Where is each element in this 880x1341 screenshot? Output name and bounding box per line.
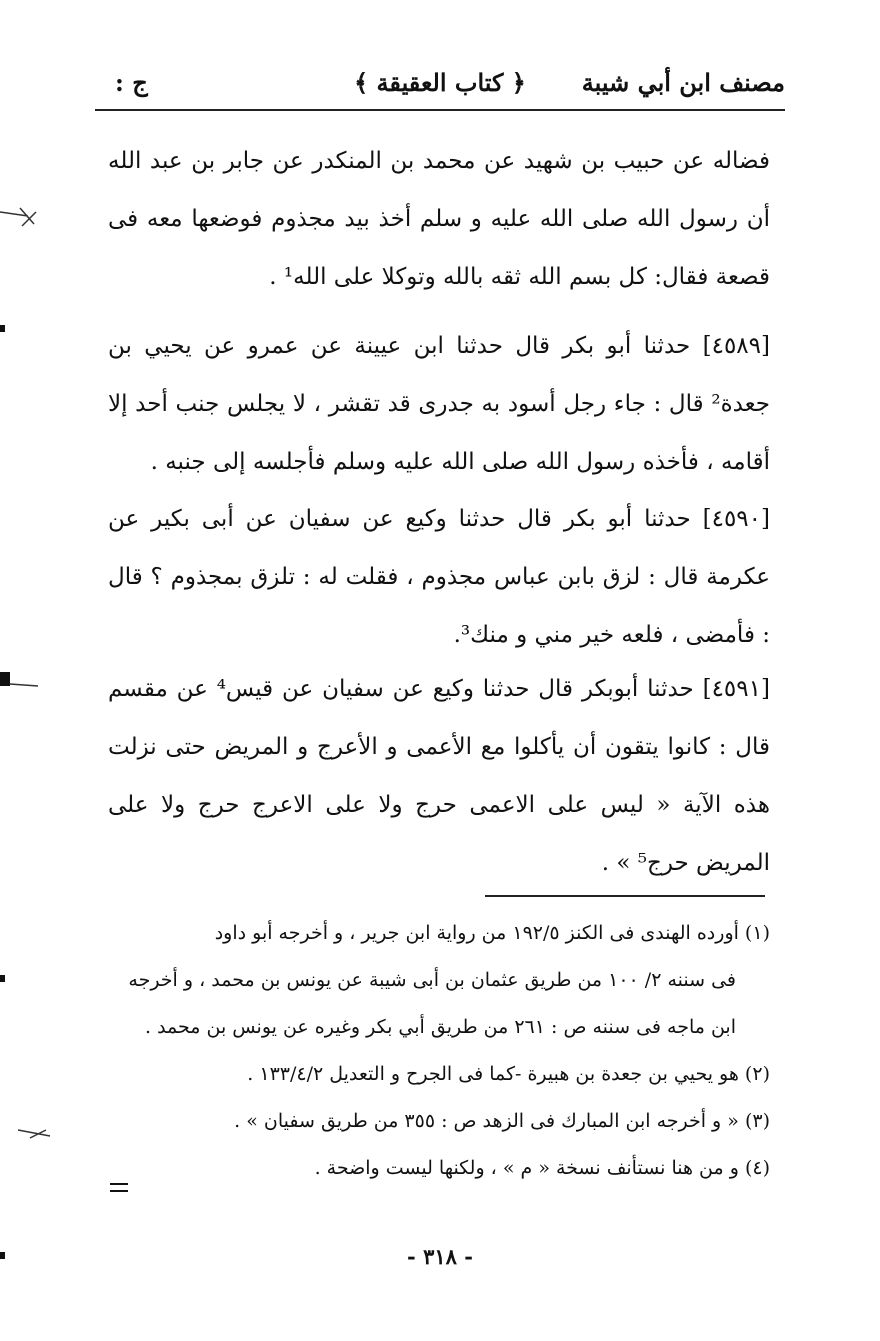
section-title: ﴿ كتاب العقيقة ﴾ — [354, 68, 526, 97]
footnote-1-continuation: فى سننه ٢/ ١٠٠ من طريق عثمان بن أبى شيبة عن يونس بن محمد ، و أخرجه — [128, 969, 736, 991]
hadith-block-4589 — [108, 317, 770, 491]
footnote-2: (٢) هو يحيي بن جعدة بن هبيرة -كما فى الجرح و التعديل ١٣٣/٤/٢ . — [247, 1063, 770, 1085]
footnote-separator — [485, 895, 765, 897]
paragraph: [٤٥٩٠] حدثنا أبو بكر قال حدثنا وكيع عن سفيان عن أبى بكير عن عكرمة قال : لزق بابن عباس مجذوم ، فقلت له : تلزق بمجذوم ؟ قال : فأمضى ، فلعه خير مني و منك³. — [108, 506, 770, 648]
margin-scratch-mark — [0, 208, 36, 226]
paragraph: [٤٥٨٩] حدثنا أبو بكر قال حدثنا ابن عيينة عن عمرو عن يحيي بن جعدة² قال : جاء رجل أسود به جدرى قد تقشر ، لا يجلس جنب أحد إلا أقامه ، فأخذه رسول الله صلى الله عليه وسلم فأجلسه إلى جنبه . — [108, 333, 770, 475]
paragraph: فضاله عن حبيب بن شهيد عن محمد بن المنكدر عن جابر بن عبد الله أن رسول الله صلى الله عليه و سلم أخذ بيد مجذوم فوضعها معه فى قصعة فقال: كل بسم الله ثقه بالله وتوكلا على الله¹ . — [108, 148, 770, 290]
paragraph: [٤٥٩١] حدثنا أبوبكر قال حدثنا وكيع عن سفيان عن قيس⁴ عن مقسم قال : كانوا يتقون أن يأكلوا مع الأعمى و الأعرج و المريض حتى نزلت هذه الآية « ليس على الاعمى حرج ولا على الاعرج حرج ولا على المريض حرج⁵ » . — [108, 676, 770, 876]
footnote-1: (١) أورده الهندى فى الكنز ١٩٢/٥ من رواية ابن جرير ، و أخرجه أبو داود — [214, 922, 770, 944]
header-rule — [95, 109, 785, 111]
margin-dot — [0, 325, 5, 332]
margin-dot — [0, 975, 5, 982]
margin-blot — [0, 672, 10, 686]
margin-scratch-mark — [18, 1130, 50, 1138]
hadith-block-4590 — [108, 490, 770, 664]
running-header — [95, 62, 785, 110]
book-title: مصنف ابن أبي شيبة — [581, 68, 785, 97]
volume-label: ج : — [115, 68, 148, 97]
footnote-3: (٣) « و أخرجه ابن المبارك فى الزهد ص : ٣٥٥ من طريق سفيان » . — [234, 1110, 770, 1132]
footnote-4: (٤) و من هنا نستأنف نسخة « م » ، ولكنها ليست واضحة . — [314, 1157, 770, 1179]
hadith-block-1 — [108, 132, 770, 306]
hadith-block-4591 — [108, 660, 770, 892]
footnote-1-continuation: ابن ماجه فى سننه ص : ٢٦١ من طريق أبي بكر وغيره عن يونس بن محمد . — [145, 1016, 736, 1038]
margin-scratch-mark — [10, 684, 38, 686]
page-number: - ٣١٨ - — [407, 1244, 473, 1269]
footnotes — [108, 910, 770, 1192]
